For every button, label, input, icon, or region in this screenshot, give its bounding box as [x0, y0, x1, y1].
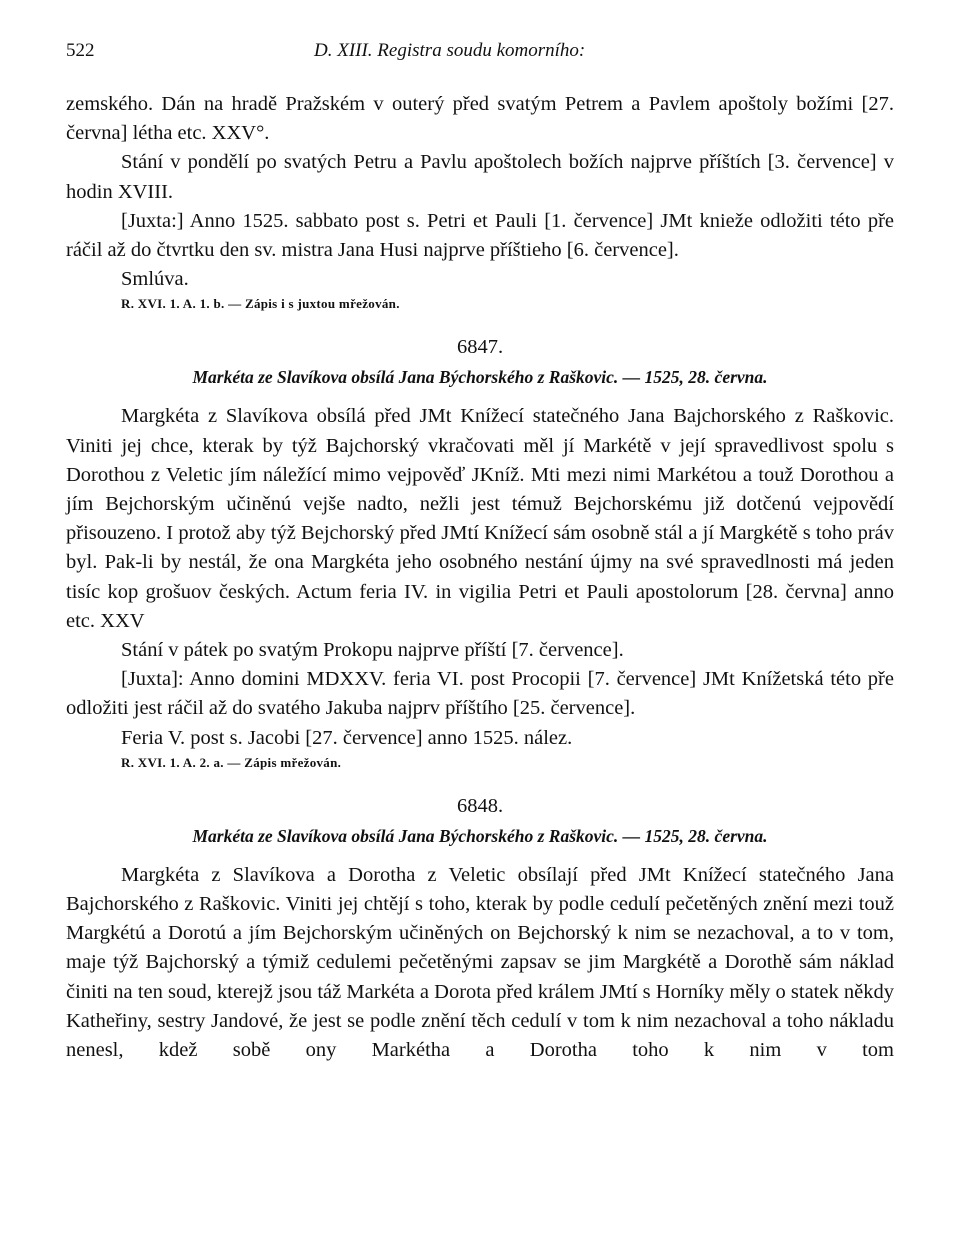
source-note: R. XVI. 1. A. 2. a. — Zápis mřežován. [121, 754, 342, 770]
running-title: D. XIII. Registra soudu komorního: [314, 40, 586, 61]
paragraph: Feria V. post s. Jacobi [27. července] anno 1525. nález. [121, 726, 573, 749]
page-header [66, 40, 894, 70]
paragraph: Stání v pondělí po svatých Petru a Pavlu apoštolech božích najprve příštích [3. července] v hodin XVIII. [66, 151, 894, 203]
paragraph: zemského. Dán na hradě Pražském v outerý před svatým Petrem a Pavlem apoštoly božími [27. června] létha etc. XXV°. [66, 93, 894, 145]
entry-regest: Markéta ze Slavíkova obsílá Jana Býchorského z Raškovic. — 1525, 28. června. [192, 825, 768, 846]
page-number: 522 [66, 40, 95, 61]
paragraph: Margkéta z Slavíkova obsílá před JMt Knížecí statečného Jana Bajchorského z Raškovic. Viniti jej chce, kterak by týž Bajchorský vkračovati měl jí Markétě v její spravedlivost spolu s Dorothou z Veletic jím náležící mimo vejpověď JKníž. Mti mezi nimi Markétou a touž Dorothou a jím Bejchorským učiněnú vejše nadto, nežli jest témuž Bejchorskému již dotčenú vejpovědí přisouzeno. I protož aby týž Bejchorský před JMtí Knížecí sám osobně stál a jí Margkétě s toho práv byl. Pak-li by nestál, že ona Margkéta jeho osobného nestání újmy na své spravedlnosti má jeden tisíc kop grošuov českých. Actum feria IV. in vigilia Petri et Pauli apostolorum [28. června] anno etc. XXV [66, 405, 894, 632]
entry-number: 6848. [456, 794, 504, 817]
paragraph: [Juxta:] Anno 1525. sabbato post s. Petri et Pauli [1. července] JMt knieže odložiti této pře ráčil až do čtvrtku den sv. mistra Jana Husi najprve příštieho [6. července]. [66, 209, 894, 262]
paragraph: Margkéta z Slavíkova a Dorotha z Veletic obsílají před JMt Knížecí statečného Jana Bajchorského z Raškovic. Viniti jej chtějí s toho, kterak by podle cedulí pečetěných znění mezi touž Margkétú a Dorotú a jím Bejchorským učiněných on Bejchorský k nim se nezachoval, a to v tom, maje týž Bajchorský a týmiž cedulemi pečetěnými zapsav se jim Margkétě a Dorothě sám náklad činiti na ten soud, kterejž jsou táž Markéta a Dorota před králem JMtí s Horníky měly o statek někdy Katheřiny, sestry Jandové, že jest se podle znění těch cedulí v tom k nim nezachoval a toho nákladu nenesl, kdež sobě ony Markétha a Dorotha toho k nim v tom [66, 863, 894, 1062]
paragraph: [Juxta]: Anno domini MDXXV. feria VI. post Procopii [7. července] JMt Knížetská této pře odložiti jest ráčil až do svatého Jakuba najprv příštího [25. července]. [66, 668, 894, 720]
source-note: R. XVI. 1. A. 1. b. — Zápis i s juxtou mřežován. [121, 296, 400, 312]
document-page [66, 40, 894, 1065]
paragraph: Stání v pátek po svatým Prokopu najprve příští [7. července]. [121, 639, 624, 662]
paragraph: Smlúva. [121, 268, 189, 291]
entry-regest: Markéta ze Slavíkova obsílá Jana Býchorského z Raškovic. — 1525, 28. června. [192, 367, 768, 388]
entry-number: 6847. [456, 336, 504, 359]
